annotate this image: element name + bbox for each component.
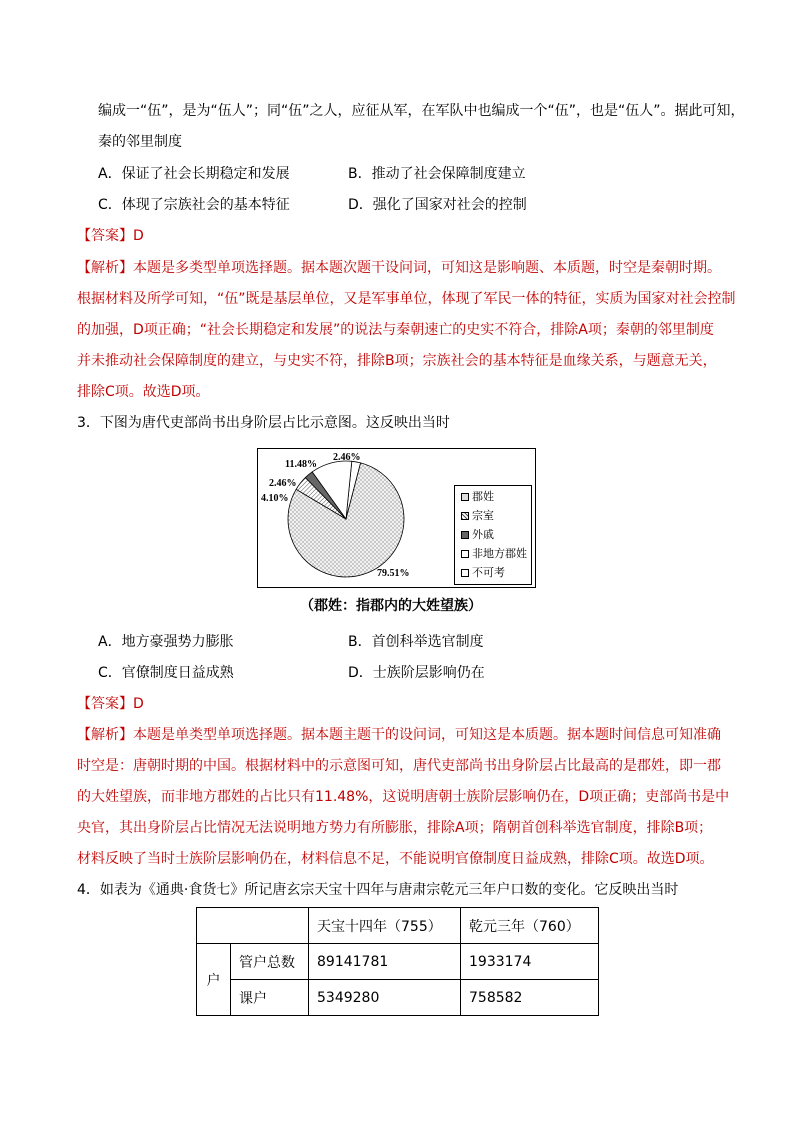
q2-analysis-line5: 排除C项。故选D项。 [77, 384, 210, 400]
pct-label-non-local: 11.48% [285, 459, 317, 470]
q2-answer [77, 226, 144, 246]
legend-swatch [461, 531, 469, 539]
table-row-label: 管户总数 [231, 944, 309, 980]
chart-legend [454, 485, 532, 585]
table-row [197, 944, 599, 980]
analysis-label: 【解析】 [77, 260, 133, 276]
pct-label-zongshi: 4.10% [261, 493, 289, 504]
q2-analysis-line1 [77, 258, 721, 278]
q2-analysis-line3: 的加强，D项正确；“社会长期稳定和发展”的说法与秦朝速亡的史实不符合，排除A项；秦朝的邻里制度 [77, 322, 714, 338]
legend-label: 不可考 [472, 566, 505, 579]
q3-option-b: B．首创科举选官制度 [348, 634, 484, 650]
q4-stem: 4．如表为《通典·食货七》所记唐玄宗天宝十四年与唐肃宗乾元三年户口数的变化。它反映出当时 [77, 882, 679, 898]
table-cell: 89141781 [309, 944, 461, 980]
legend-item-waiqi [461, 527, 494, 543]
q2-analysis-line2: 根据材料及所学可知，“伍”既是基层单位，又是军事单位，体现了军民一体的特征，实质为国家对社会控制 [77, 291, 736, 307]
answer-value: D [133, 228, 144, 244]
legend-swatch [461, 512, 469, 520]
answer-label: 【答案】 [77, 696, 133, 712]
q2-analysis-line4: 并未推动社会保障制度的建立，与史实不符，排除B项；宗族社会的基本特征是血缘关系，与题意无关， [77, 353, 717, 369]
q2-option-c: C．体现了宗族社会的基本特征 [98, 197, 290, 213]
legend-label: 郡姓 [472, 490, 494, 503]
table-group-cell: 户 [197, 944, 231, 1016]
legend-label: 非地方郡姓 [472, 547, 527, 560]
analysis-label: 【解析】 [77, 727, 133, 743]
q3-analysis-line1 [77, 725, 721, 745]
q2-stem-line1: 编成一“伍”，是为“伍人”；同“伍”之人，应征从军，在军队中也编成一个“伍”，也是“伍人”。据此可知， [98, 103, 745, 119]
legend-item-non-local [461, 546, 527, 562]
table-header-cell: 乾元三年（760） [461, 908, 599, 944]
q2-stem-line2: 秦的邻里制度 [98, 134, 182, 150]
legend-swatch [461, 569, 469, 577]
table-cell: 1933174 [461, 944, 599, 980]
table-header-row [197, 908, 599, 944]
table-row [197, 980, 599, 1016]
pct-label-waiqi: 2.46% [269, 478, 297, 489]
table-cell: 5349280 [309, 980, 461, 1016]
legend-label: 外戚 [472, 528, 494, 541]
legend-item-zongshi [461, 508, 494, 524]
q3-answer [77, 694, 144, 714]
analysis-text: 本题是单类型单项选择题。据本题主题干的设问词，可知这是本质题。据本题时间信息可知准确 [133, 727, 721, 743]
legend-swatch [461, 550, 469, 558]
answer-label: 【答案】 [77, 228, 133, 244]
population-table [196, 907, 599, 1016]
q3-option-d: D．士族阶层影响仍在 [348, 665, 485, 681]
q2-option-d: D．强化了国家对社会的控制 [348, 197, 527, 213]
table-cell: 758582 [461, 980, 599, 1016]
table-row-label: 课户 [231, 980, 309, 1016]
pct-label-unknown: 2.46% [333, 452, 361, 463]
q2-option-a: A．保证了社会长期稳定和发展 [98, 166, 290, 182]
q3-stem: 3．下图为唐代吏部尚书出身阶层占比示意图。这反映出当时 [77, 415, 450, 431]
chart-caption: （郡姓：指郡内的大姓望族） [300, 598, 482, 614]
q3-option-c: C．官僚制度日益成熟 [98, 665, 234, 681]
q2-option-b: B．推动了社会保障制度建立 [348, 166, 526, 182]
q3-analysis-line4: 央官，其出身阶层占比情况无法说明地方势力有所膨胀，排除A项；隋朝首创科举选官制度，排除B项； [77, 820, 713, 836]
q3-analysis-line2: 时空是：唐朝时期的中国。根据材料中的示意图可知，唐代吏部尚书出身阶层占比最高的是郡姓，即一郡 [77, 758, 721, 774]
table-corner-cell [197, 908, 309, 944]
legend-label: 宗室 [472, 509, 494, 522]
legend-swatch [461, 493, 469, 501]
q3-analysis-line3: 的大姓望族，而非地方郡姓的占比只有11.48%，这说明唐朝士族阶层影响仍在，D项正确；吏部尚书是中 [77, 789, 730, 805]
pct-label-junxing: 79.51% [377, 568, 410, 579]
q3-analysis-line5: 材料反映了当时士族阶层影响仍在，材料信息不足，不能说明官僚制度日益成熟，排除C项。故选D项。 [77, 851, 714, 867]
legend-item-junxing [461, 489, 494, 505]
answer-value: D [133, 696, 144, 712]
legend-item-unknown [461, 565, 505, 581]
analysis-text: 本题是多类型单项选择题。据本题次题干设问词，可知这是影响题、本质题，时空是秦朝时期。 [133, 260, 721, 276]
table-header-cell: 天宝十四年（755） [309, 908, 461, 944]
q3-option-a: A．地方豪强势力膨胀 [98, 634, 234, 650]
